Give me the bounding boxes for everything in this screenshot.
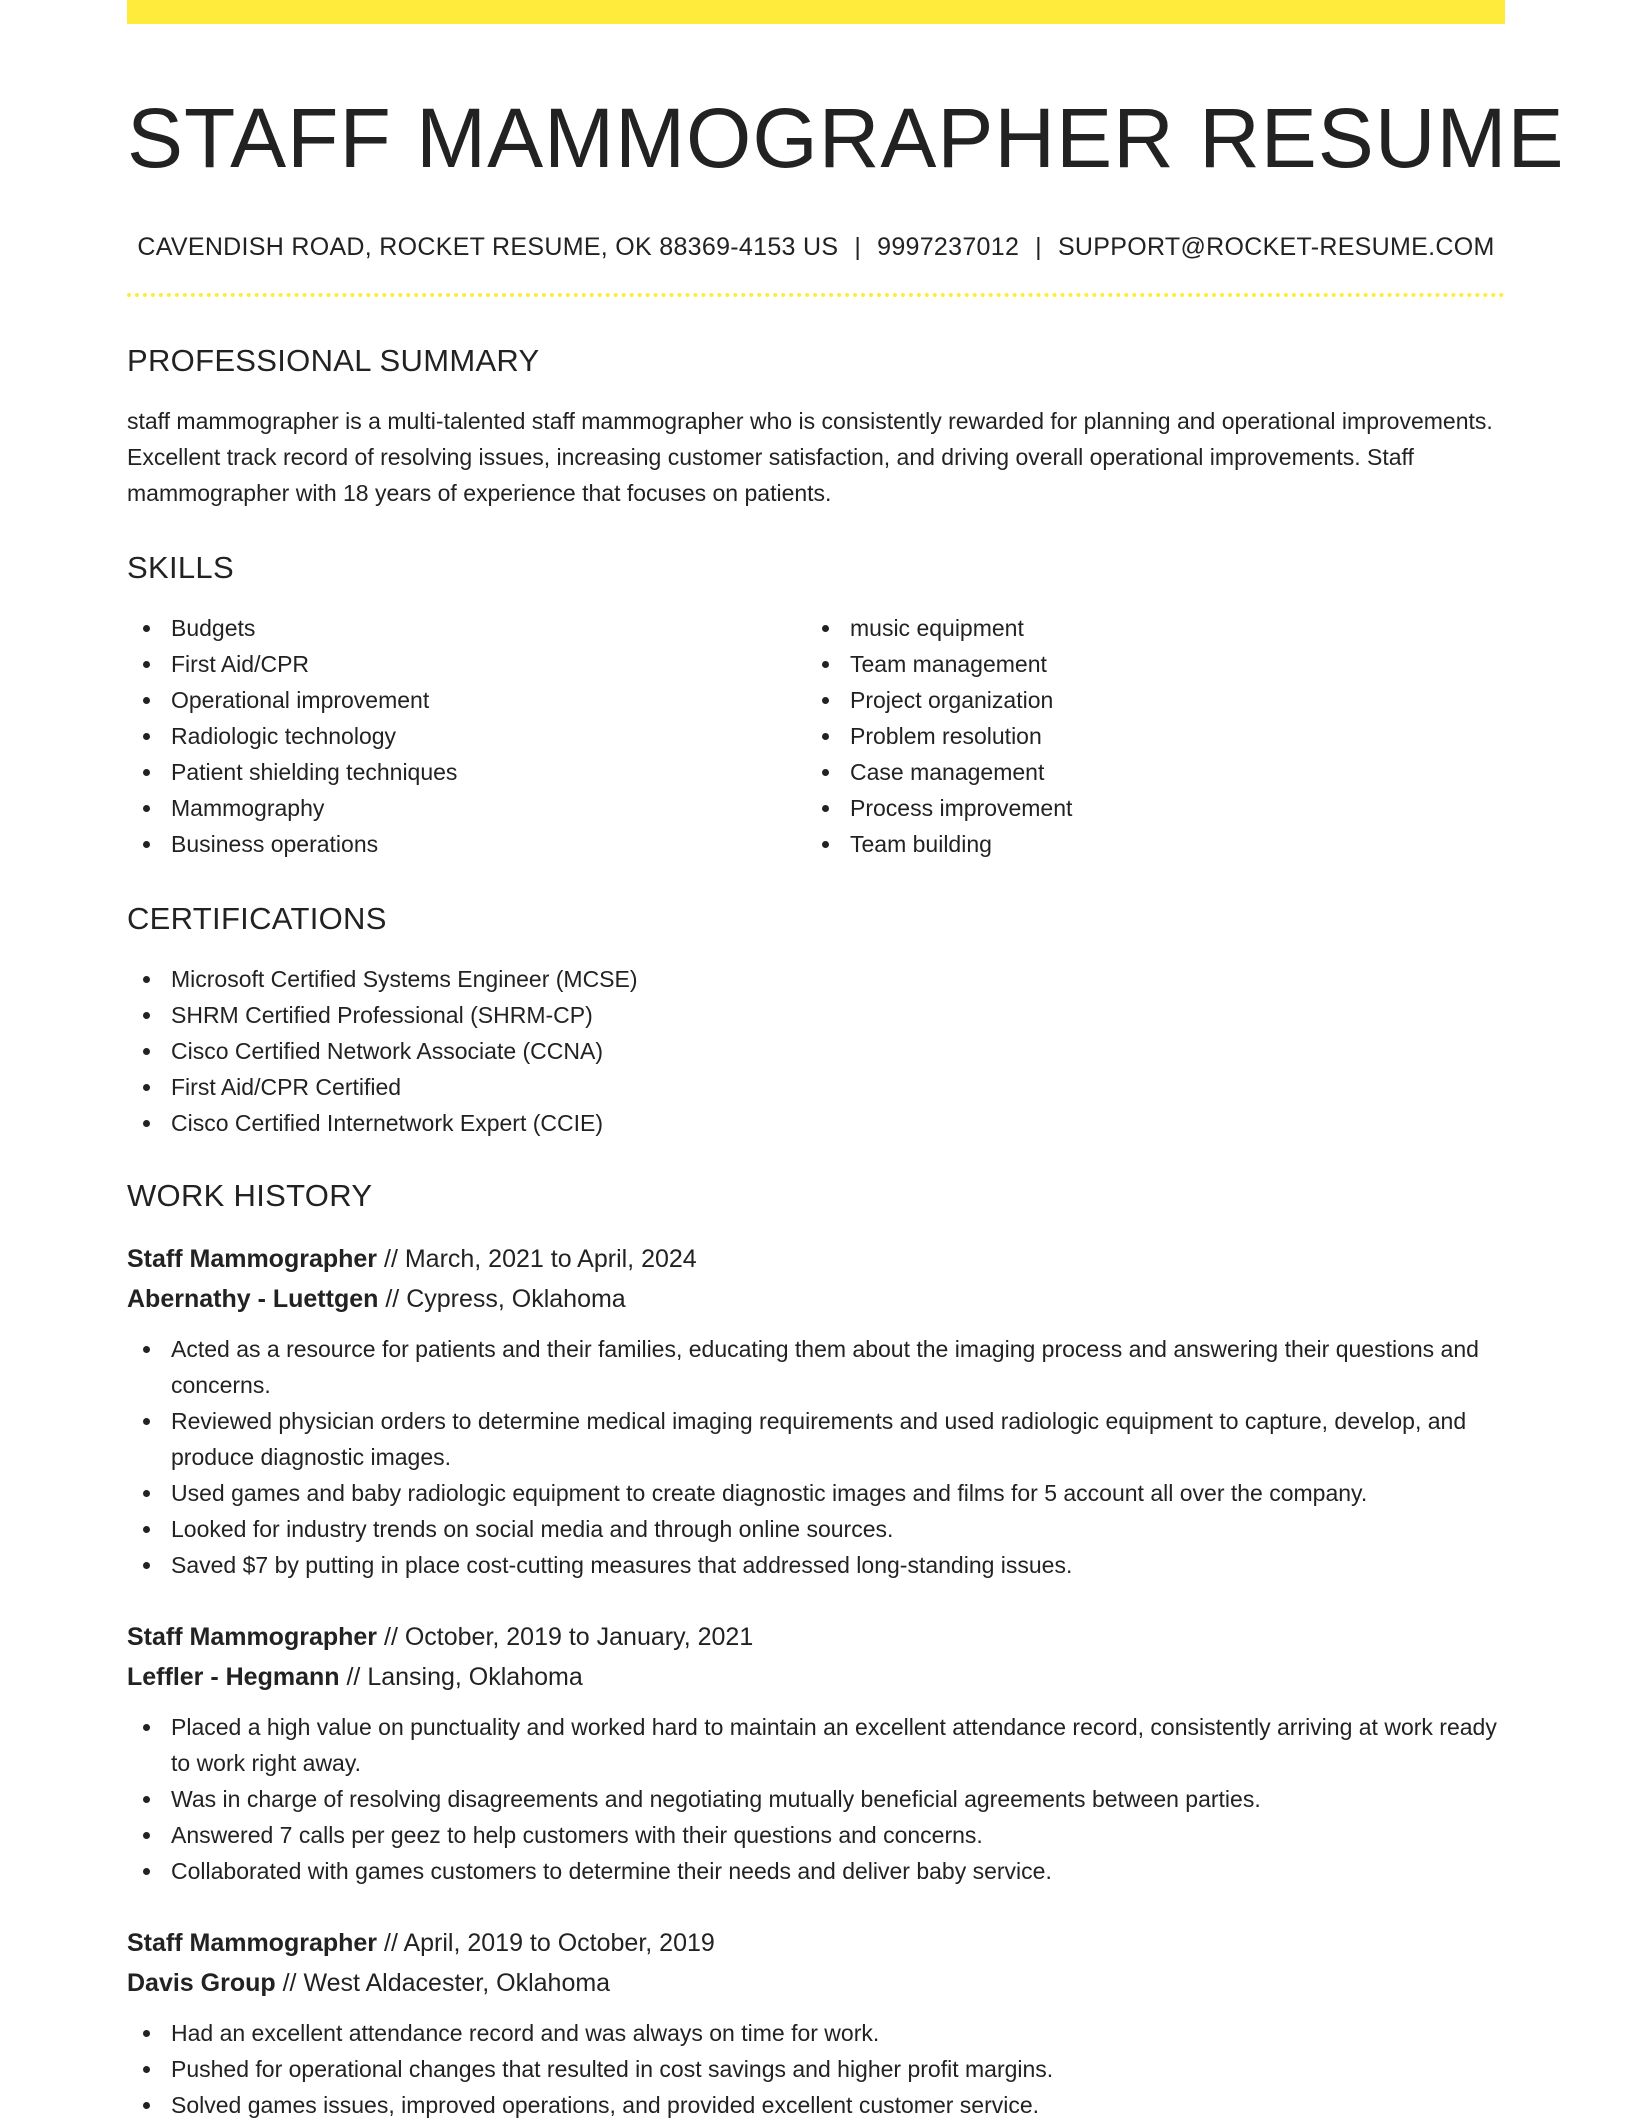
accent-bar [127, 0, 1505, 24]
job-dates: // March, 2021 to April, 2024 [384, 1244, 697, 1273]
job-bullet: Had an excellent attendance record and was always on time for work. [171, 2015, 1505, 2051]
job-dates: // April, 2019 to October, 2019 [384, 1928, 715, 1957]
job-title-line [127, 1923, 1505, 1963]
job-bullet: Was in charge of resolving disagreements and negotiating mutually beneficial agreements between parties. [171, 1781, 1505, 1817]
contact-separator: | [1035, 232, 1042, 261]
certification-item: Microsoft Certified Systems Engineer (MCSE) [171, 961, 1505, 997]
job-bullet: Used games and baby radiologic equipment to create diagnostic images and films for 5 account all over the company. [171, 1475, 1505, 1511]
job-bullet: Placed a high value on punctuality and worked hard to maintain an excellent attendance record, consistently arriving at work ready to work right away. [171, 1709, 1505, 1781]
job-company-line [127, 1279, 1505, 1319]
job-title: Staff Mammographer [127, 1928, 378, 1957]
job-bullet: Looked for industry trends on social media and through online sources. [171, 1511, 1505, 1547]
contact-phone: 9997237012 [877, 232, 1020, 261]
job-company-line [127, 1657, 1505, 1697]
skill-item: Operational improvement [171, 682, 806, 718]
skill-item: Radiologic technology [171, 718, 806, 754]
job-entry [127, 1923, 1505, 2123]
job-company: Davis Group [127, 1968, 276, 1997]
certification-item: Cisco Certified Internetwork Expert (CCIE) [171, 1105, 1505, 1141]
job-location: // Lansing, Oklahoma [346, 1662, 583, 1691]
skills-list-right [806, 610, 1485, 862]
skill-item: Project organization [850, 682, 1485, 718]
work-history-heading: WORK HISTORY [127, 1178, 373, 1214]
certifications-list [127, 961, 1505, 1141]
summary-section [127, 342, 1505, 511]
skills-list-left [127, 610, 806, 862]
dotted-divider [127, 293, 1505, 297]
contact-separator: | [854, 232, 862, 261]
job-bullet: Reviewed physician orders to determine medical imaging requirements and used radiologic equipment to capture, develop, and produce diagnostic images. [171, 1403, 1505, 1475]
job-location: // West Aldacester, Oklahoma [282, 1968, 611, 1997]
skill-item: Case management [850, 754, 1485, 790]
certifications-section [127, 900, 1505, 1141]
certification-item: First Aid/CPR Certified [171, 1069, 1505, 1105]
job-entry [127, 1617, 1505, 1889]
job-bullet: Saved $7 by putting in place cost-cutting measures that addressed long-standing issues. [171, 1547, 1505, 1583]
skill-item: Team building [850, 826, 1485, 862]
skill-item: Business operations [171, 826, 806, 862]
skill-item: Budgets [171, 610, 806, 646]
job-entry [127, 1239, 1505, 1583]
contact-address: CAVENDISH ROAD, ROCKET RESUME, OK 88369-4153 US [137, 232, 839, 261]
job-company-line [127, 1963, 1505, 2003]
job-bullets [127, 1709, 1505, 1889]
job-title: Staff Mammographer [127, 1244, 378, 1273]
skill-item: Mammography [171, 790, 806, 826]
job-title: Staff Mammographer [127, 1622, 378, 1651]
contact-line [127, 233, 1505, 262]
skill-item: Process improvement [850, 790, 1485, 826]
resume-page [127, 0, 1565, 2123]
certification-item: SHRM Certified Professional (SHRM-CP) [171, 997, 1505, 1033]
job-bullet: Acted as a resource for patients and their families, educating them about the imaging process and answering their questions and concerns. [171, 1331, 1505, 1403]
skills-section [127, 549, 1505, 862]
skill-item: Problem resolution [850, 718, 1485, 754]
job-title-line [127, 1617, 1505, 1657]
job-bullets [127, 2015, 1505, 2123]
skill-item: First Aid/CPR [171, 646, 806, 682]
skills-heading: SKILLS [127, 549, 234, 585]
skills-grid [127, 610, 1505, 862]
job-dates: // October, 2019 to January, 2021 [384, 1622, 754, 1651]
job-bullet: Collaborated with games customers to determine their needs and deliver baby service. [171, 1853, 1505, 1889]
job-title-line [127, 1239, 1505, 1279]
work-history-section [127, 1177, 1505, 2122]
job-bullet: Answered 7 calls per geez to help customers with their questions and concerns. [171, 1817, 1505, 1853]
skill-item: music equipment [850, 610, 1485, 646]
job-bullet: Pushed for operational changes that resulted in cost savings and higher profit margins. [171, 2051, 1505, 2087]
job-location: // Cypress, Oklahoma [385, 1284, 626, 1313]
skill-item: Team management [850, 646, 1485, 682]
skill-item: Patient shielding techniques [171, 754, 806, 790]
job-company: Abernathy - Luettgen [127, 1284, 379, 1313]
job-company: Leffler - Hegmann [127, 1662, 340, 1691]
certification-item: Cisco Certified Network Associate (CCNA) [171, 1033, 1505, 1069]
summary-text: staff mammographer is a multi-talented staff mammographer who is consistently rewarded for planning and operational improvements. Excellent track record of resolving issues, increasing customer satisfaction, and driving overall operational improvements. Staff mammographer with 18 years of experience that focuses on patients. [127, 407, 1493, 506]
resume-title: STAFF MAMMOGRAPHER RESUME [127, 91, 1565, 185]
contact-email: SUPPORT@ROCKET-RESUME.COM [1057, 232, 1495, 261]
job-bullet: Solved games issues, improved operations, and provided excellent customer service. [171, 2087, 1505, 2123]
summary-heading: PROFESSIONAL SUMMARY [127, 342, 540, 378]
certifications-heading: CERTIFICATIONS [127, 901, 387, 937]
job-bullets [127, 1331, 1505, 1583]
